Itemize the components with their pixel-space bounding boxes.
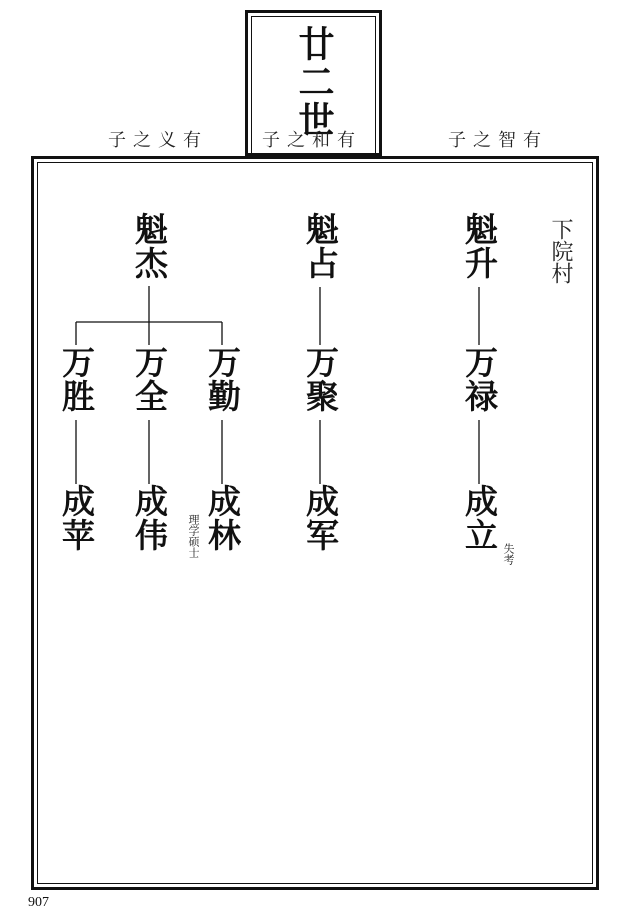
note-chengli-unknown: 失考 <box>502 543 515 565</box>
name-kuijie: 魁杰 <box>130 212 169 280</box>
name-chenglin: 成林 <box>203 484 242 552</box>
village-name: 下院村 <box>548 218 573 284</box>
name-chengwei: 成伟 <box>130 484 169 552</box>
name-wanqin: 万勤 <box>203 345 242 413</box>
name-chengli: 成立 <box>460 484 499 552</box>
page-number: 907 <box>28 895 49 910</box>
name-wanlu: 万禄 <box>460 345 499 413</box>
name-wanju: 万聚 <box>301 345 340 413</box>
heading-left: 子之义有 <box>108 130 208 151</box>
name-chengjun: 成军 <box>301 484 340 552</box>
name-kuisheng: 魁升 <box>460 212 499 280</box>
name-wanquan: 万全 <box>130 345 169 413</box>
note-chenglin-degree: 理学硕士 <box>187 514 200 558</box>
name-kuizhan: 魁占 <box>301 212 340 280</box>
name-chengping: 成苹 <box>57 484 96 552</box>
heading-right: 子之智有 <box>448 130 548 151</box>
generation-title: 廿二世 <box>293 25 335 139</box>
heading-middle: 子之和有 <box>262 130 362 151</box>
name-wansheng: 万胜 <box>57 345 96 413</box>
